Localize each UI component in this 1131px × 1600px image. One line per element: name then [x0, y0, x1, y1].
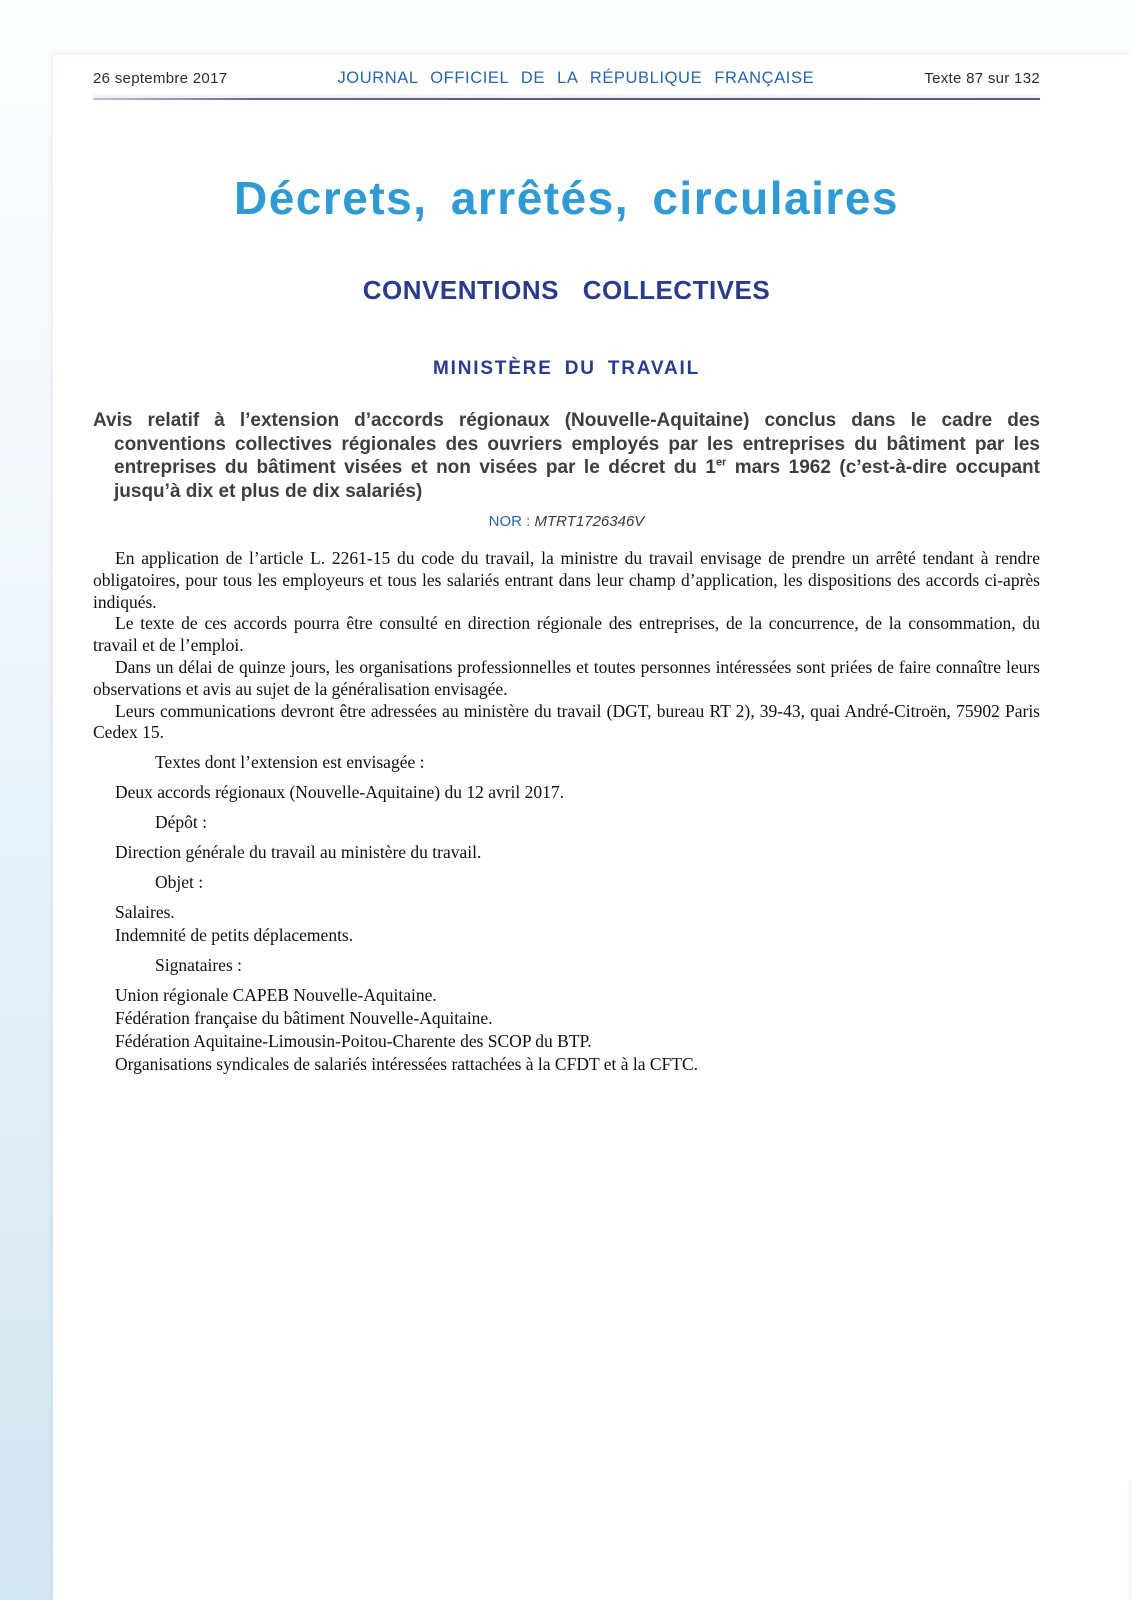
list-item: Salaires.: [115, 902, 175, 923]
notice-title-superscript: er: [715, 456, 727, 469]
section-title: Décrets, arrêtés, circulaires: [233, 172, 899, 224]
document-page: [53, 55, 1131, 1600]
paragraph-communications: Leurs communications devront être adressées au ministère du travail (DGT, bureau RT 2), 39-43, quai André-Citroën, 75902 Paris Cedex 15.: [93, 700, 1040, 743]
scan-artifact-frame: [953, 1480, 1131, 1600]
notice-title: [93, 409, 1040, 503]
list-item: Deux accords régionaux (Nouvelle-Aquitaine) du 12 avril 2017.: [115, 782, 565, 803]
list-item: Fédération française du bâtiment Nouvelle-Aquitaine.: [115, 1008, 493, 1029]
list-item: Union régionale CAPEB Nouvelle-Aquitaine.: [115, 985, 437, 1006]
list-item: Indemnité de petits déplacements.: [115, 925, 354, 946]
notice-body: [93, 548, 1040, 1076]
category-title: CONVENTIONS COLLECTIVES: [362, 275, 771, 305]
header-text-number: Texte 87 sur 132: [924, 70, 1040, 87]
paragraph-application: En application de l’article L. 2261-15 du code du travail, la ministre du travail envisage de prendre un arrêté tendant à rendre obligatoires, pour tous les employeurs et tous les salariés entrant dans leur champ d’application, les dispositions des accords ci-après indiqués.: [93, 548, 1040, 612]
notice-title-text-1: Avis relatif à l’extension d’accords régionaux (Nouvelle-Aquitaine) conclus dans le cadre des conventions collectives régionales des ouvriers employés par les entreprises du bâtiment par les entreprises du bâtiment visées et non visées par le décret du 1: [93, 410, 1040, 478]
list-item: Direction générale du travail au ministère du travail.: [115, 842, 482, 863]
page-header: [93, 67, 1040, 89]
ministry-title: MINISTÈRE DU TRAVAIL: [433, 358, 700, 379]
list-item: Organisations syndicales de salariés intéressées rattachées à la CFDT et à la CFTC.: [115, 1054, 699, 1075]
nor-label: NOR :: [488, 513, 535, 530]
journal-title: JOURNAL OFFICIEL DE LA RÉPUBLIQUE FRANÇAISE: [337, 69, 815, 87]
page-content: [53, 55, 1131, 1076]
section-label-signataires: Signataires :: [155, 955, 242, 976]
header-divider: [93, 98, 1040, 100]
nor-line: [93, 513, 1040, 531]
section-label-objet: Objet :: [155, 872, 204, 893]
section-label-textes: Textes dont l’extension est envisagée :: [155, 752, 425, 773]
header-date: 26 septembre 2017: [93, 70, 228, 87]
notice-title-text-2: mars 1962 (c’est-à-dire occupant jusqu’à dix et plus de dix salariés): [114, 457, 1040, 502]
nor-value: MTRT1726346V: [534, 513, 645, 530]
paragraph-consultation: Le texte de ces accords pourra être consulté en direction régionale des entreprises, de la concurrence, de la consommation, du travail et de l’emploi.: [93, 613, 1040, 656]
list-item: Fédération Aquitaine-Limousin-Poitou-Charente des SCOP du BTP.: [115, 1031, 592, 1052]
section-label-depot: Dépôt :: [155, 812, 208, 833]
paragraph-delai: Dans un délai de quinze jours, les organisations professionnelles et toutes personnes intéressées sont priées de faire connaître leurs observations et avis au sujet de la généralisation envisagée.: [93, 656, 1040, 699]
